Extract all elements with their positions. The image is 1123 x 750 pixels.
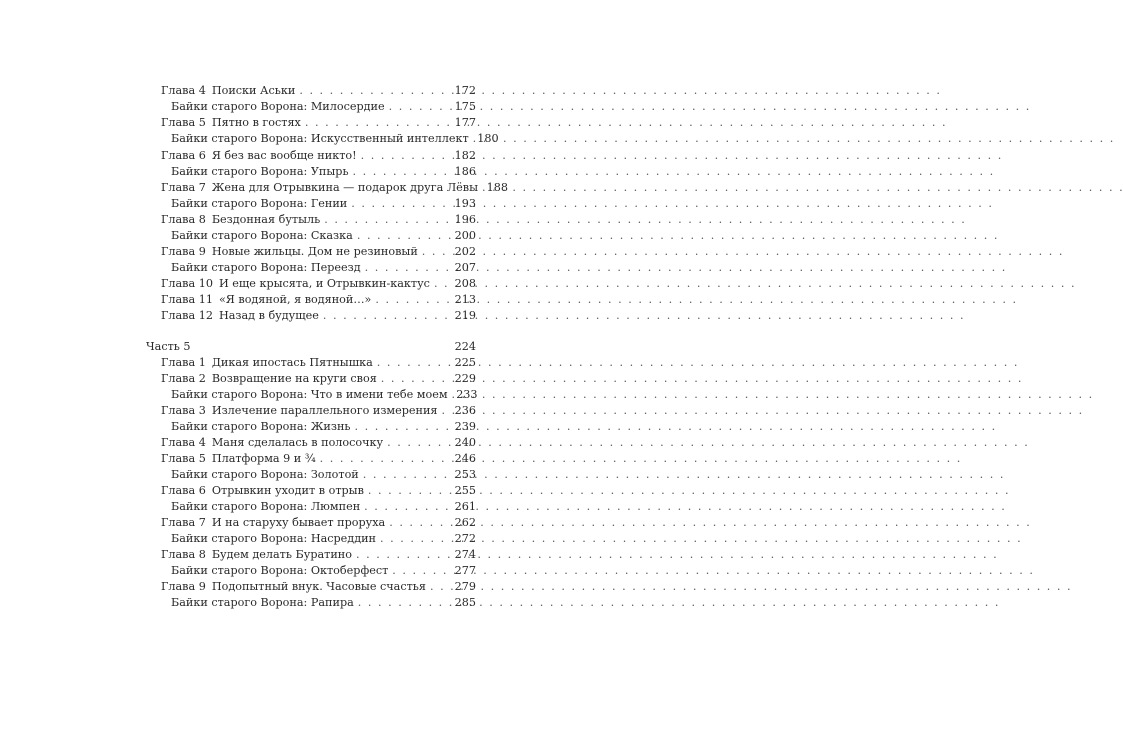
chapter-label: Глава 1 xyxy=(161,356,206,369)
entry-title: Излечение параллельного измерения xyxy=(211,404,438,417)
toc-entry[interactable] xyxy=(171,596,476,610)
entry-title: Я без вас вообще никто! xyxy=(211,149,357,162)
page-number: 279 xyxy=(454,580,476,593)
page-number: 253 xyxy=(454,468,476,481)
toc-entry[interactable] xyxy=(161,245,476,259)
chapter-label: Глава 8 xyxy=(161,213,206,226)
entry-title: Байки старого Ворона: Гении xyxy=(171,197,348,210)
page-number: 180 xyxy=(477,132,499,145)
page-number: 172 xyxy=(454,84,476,97)
dot-leader xyxy=(387,436,450,449)
page-number: 274 xyxy=(454,548,476,561)
page-number: 208 xyxy=(454,277,476,290)
dot-leader xyxy=(380,532,450,545)
entry-title: Пятно в гостях xyxy=(211,116,301,129)
page-number: 213 xyxy=(454,293,476,306)
entry-title: Бездонная бутыль xyxy=(211,213,321,226)
toc-entry[interactable] xyxy=(171,261,476,275)
entry-title: Байки старого Ворона: Милосердие xyxy=(171,100,385,113)
dot-leader xyxy=(320,452,450,465)
entry-title: Платформа 9 и ¾ xyxy=(211,452,316,465)
chapter-label: Глава 5 xyxy=(161,116,206,129)
toc-entry[interactable] xyxy=(161,484,476,498)
entry-title: Байки старого Ворона: Насреддин xyxy=(171,532,376,545)
toc-entry[interactable] xyxy=(161,404,476,418)
entry-title: Байки старого Ворона: Рапира xyxy=(171,596,354,609)
entry-title: Возвращение на круги своя xyxy=(211,372,377,385)
entry-title: Дикая ипостась Пятнышка xyxy=(211,356,373,369)
chapter-label: Глава 10 xyxy=(161,277,213,290)
toc-entry[interactable] xyxy=(161,149,476,163)
toc-entry[interactable] xyxy=(171,197,476,211)
chapter-label: Глава 7 xyxy=(161,516,206,529)
dot-leader xyxy=(389,100,450,113)
entry-title: Маня сделалась в полосочку xyxy=(211,436,384,449)
toc-entry[interactable] xyxy=(161,213,476,227)
page-number: 239 xyxy=(454,420,476,433)
page-number: 177 xyxy=(454,116,476,129)
dot-leader xyxy=(324,213,450,226)
dot-leader xyxy=(305,116,450,129)
chapter-label: Глава 12 xyxy=(161,309,213,322)
entry-title: Жена для Отрывкина — подарок друга Лёвы xyxy=(211,181,478,194)
page-number: 229 xyxy=(454,372,476,385)
dot-leader xyxy=(357,229,450,242)
dot-leader xyxy=(434,277,450,290)
entry-title: Байки старого Ворона: Сказка xyxy=(171,229,353,242)
entry-title: Байки старого Ворона: Жизнь xyxy=(171,420,351,433)
entry-title: Байки старого Ворона: Золотой xyxy=(171,468,359,481)
dot-leader xyxy=(355,420,450,433)
page-number: 175 xyxy=(454,100,476,113)
page-number: 193 xyxy=(454,197,476,210)
toc-entry[interactable] xyxy=(161,580,476,594)
dot-leader xyxy=(422,245,450,258)
toc-entry[interactable] xyxy=(161,116,476,130)
dot-leader xyxy=(361,149,450,162)
toc-entry[interactable] xyxy=(161,516,476,530)
dot-leader xyxy=(368,484,450,497)
toc-entry[interactable] xyxy=(161,452,476,466)
entry-title: Байки старого Ворона: Что в имени тебе моем xyxy=(171,388,448,401)
entry-title: Новые жильцы. Дом не резиновый xyxy=(211,245,418,258)
chapter-label: Глава 5 xyxy=(161,452,206,465)
toc-entry[interactable] xyxy=(171,564,476,578)
page-number: 202 xyxy=(454,245,476,258)
dot-leader xyxy=(363,468,450,481)
chapter-label: Глава 7 xyxy=(161,181,206,194)
dot-leader xyxy=(358,596,450,609)
dot-leader xyxy=(351,197,450,210)
chapter-label: Глава 4 xyxy=(161,84,206,97)
page-number: 188 xyxy=(486,181,508,194)
chapter-label: Глава 4 xyxy=(161,436,206,449)
entry-title: Отрывкин уходит в отрыв xyxy=(211,484,364,497)
entry-title: И на старуху бывает проруха xyxy=(211,516,386,529)
page-number: 233 xyxy=(456,388,478,401)
toc-entry[interactable] xyxy=(171,132,499,146)
dot-leader xyxy=(299,84,450,97)
dot-leader xyxy=(323,309,450,322)
page-number: 285 xyxy=(454,596,476,609)
toc-entry[interactable] xyxy=(161,356,476,370)
chapter-label: Глава 3 xyxy=(161,404,206,417)
entry-title: И еще крысята, и Отрывкин-кактус xyxy=(218,277,430,290)
page-number: 207 xyxy=(454,261,476,274)
dot-leader xyxy=(353,165,450,178)
toc-entry[interactable] xyxy=(161,548,476,562)
page-number: 246 xyxy=(454,452,476,465)
part-title: Часть 5 xyxy=(146,340,191,353)
chapter-label: Глава 2 xyxy=(161,372,206,385)
chapter-label: Глава 9 xyxy=(161,580,206,593)
entry-title: Назад в будущее xyxy=(218,309,319,322)
dot-leader xyxy=(364,500,450,513)
dot-leader xyxy=(375,293,450,306)
entry-title: Байки старого Ворона: Упырь xyxy=(171,165,349,178)
dot-leader xyxy=(365,261,450,274)
page-number: 261 xyxy=(454,500,476,513)
dot-leader xyxy=(392,564,450,577)
dot-leader xyxy=(442,404,451,417)
entry-title: Байки старого Ворона: Люмпен xyxy=(171,500,361,513)
toc-entry[interactable] xyxy=(171,532,476,546)
chapter-label: Глава 6 xyxy=(161,484,206,497)
dot-leader xyxy=(356,548,450,561)
page-number: 186 xyxy=(454,165,476,178)
dot-leader xyxy=(377,356,450,369)
entry-title: Байки старого Ворона: Переезд xyxy=(171,261,361,274)
entry-title: «Я водяной, я водяной…» xyxy=(218,293,372,306)
page-number: 196 xyxy=(454,213,476,226)
chapter-label: Глава 6 xyxy=(161,149,206,162)
dot-leader xyxy=(389,516,450,529)
page-number: 255 xyxy=(454,484,476,497)
page-number: 272 xyxy=(454,532,476,545)
entry-title: Байки старого Ворона: Искусственный интеллект xyxy=(171,132,469,145)
toc-entry[interactable] xyxy=(161,372,476,386)
toc-entry[interactable] xyxy=(161,293,476,307)
toc-entry[interactable] xyxy=(161,181,508,195)
toc-entry[interactable] xyxy=(171,468,476,482)
page-number: 225 xyxy=(454,356,476,369)
page-number: 224 xyxy=(454,340,476,353)
toc-entry[interactable] xyxy=(161,309,476,323)
toc-entry[interactable] xyxy=(161,277,476,291)
page-number: 182 xyxy=(454,149,476,162)
toc-entry[interactable] xyxy=(171,500,476,514)
toc-entry[interactable] xyxy=(161,84,476,98)
chapter-label: Глава 8 xyxy=(161,548,206,561)
part-heading[interactable] xyxy=(146,340,476,354)
chapter-label: Глава 9 xyxy=(161,245,206,258)
page-number: 240 xyxy=(454,436,476,449)
toc-entry[interactable] xyxy=(161,436,476,450)
toc-entry[interactable] xyxy=(171,229,476,243)
toc-entry[interactable] xyxy=(171,165,476,179)
page-number: 262 xyxy=(454,516,476,529)
chapter-label: Глава 11 xyxy=(161,293,213,306)
entry-title: Байки старого Ворона: Октоберфест xyxy=(171,564,389,577)
dot-leader xyxy=(381,372,450,385)
page-number: 236 xyxy=(454,404,476,417)
toc-entry[interactable] xyxy=(171,100,476,114)
entry-title: Будем делать Буратино xyxy=(211,548,352,561)
page-number: 277 xyxy=(454,564,476,577)
dot-leader xyxy=(430,580,450,593)
page-number: 200 xyxy=(454,229,476,242)
toc-entry[interactable] xyxy=(171,420,476,434)
toc-entry[interactable] xyxy=(171,388,476,402)
entry-title: Подопытный внук. Часовые счастья xyxy=(211,580,426,593)
page-number: 219 xyxy=(454,309,476,322)
entry-title: Поиски Аськи xyxy=(211,84,296,97)
